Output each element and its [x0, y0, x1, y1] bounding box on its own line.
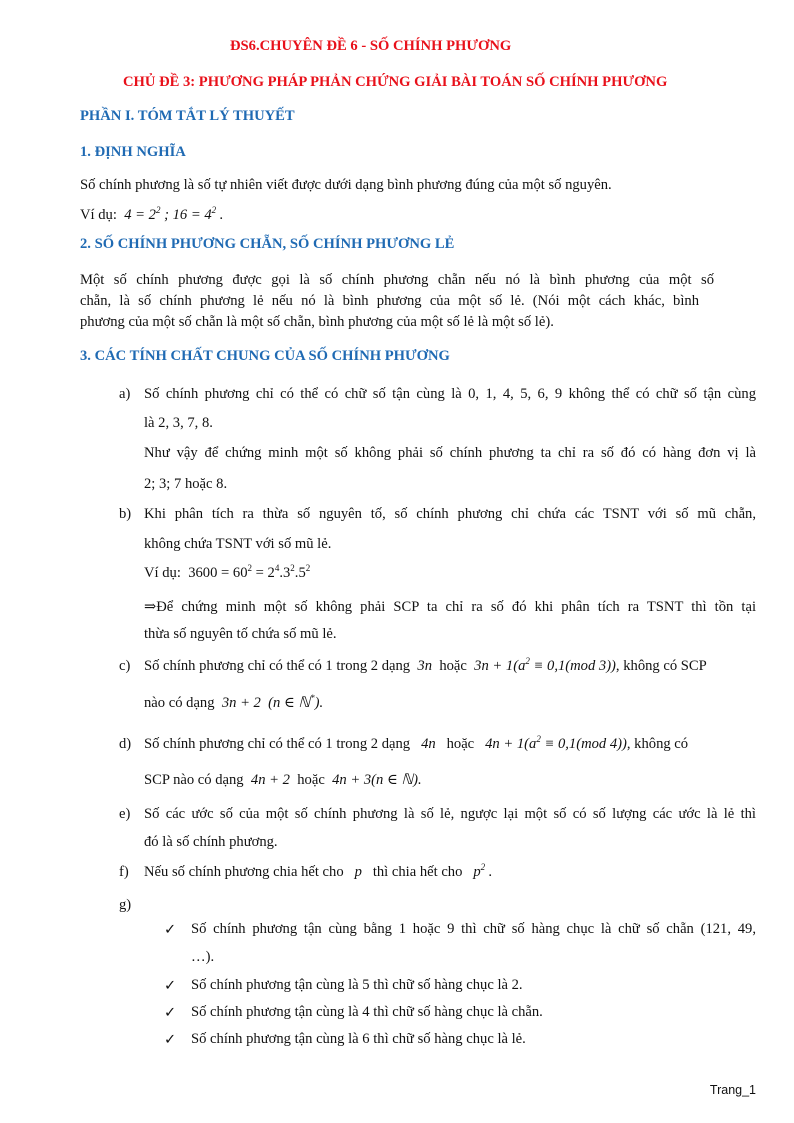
item-c-label: c)	[119, 658, 131, 674]
item-a-label: a)	[119, 386, 131, 402]
item-f-line1	[144, 864, 492, 881]
item-b-line1: Khi phân tích ra thừa số nguyên tố, số chính phương chỉ chứa các TSNT với số mũ chẵn,	[144, 506, 756, 522]
check-icon: ✓	[164, 978, 177, 994]
item-c-text2: , không có SCP	[615, 658, 707, 674]
item-f-text2: thì chia hết cho	[372, 864, 463, 880]
example-formula: $3600 = 60^2 = 2^4.3^2.5^2$	[184, 563, 311, 581]
check-icon: ✓	[164, 922, 177, 938]
item-b-line3: ⇒Để chứng minh một số không phải SCP ta chỉ ra số đó khi phân tích ra TSNT thì tồn tại	[144, 599, 756, 615]
formula-p-squared: $p^2$ .	[466, 862, 493, 880]
section2-heading: 2. SỐ CHÍNH PHƯƠNG CHẴN, SỐ CHÍNH PHƯƠNG LẺ	[80, 236, 455, 252]
item-g-check2: Số chính phương tận cùng là 5 thì chữ số hàng chục là 2.	[191, 977, 523, 993]
item-a-line4: 2; 3; 7 hoặc 8.	[144, 476, 228, 492]
item-c-text: Số chính phương chỉ có thể có 1 trong 2 dạng	[144, 658, 411, 674]
example-formula: $4 = 2^2$ ; $16 = 4^2$ .	[120, 205, 224, 223]
formula-4n-plus-2: 4n + 2	[247, 772, 294, 788]
formula-3n: 3n	[413, 658, 436, 674]
section1-heading: 1. ĐỊNH NGHĨA	[80, 144, 186, 160]
item-c-text3: nào có dạng	[144, 695, 215, 711]
example-label: Ví dụ:	[144, 565, 181, 581]
item-g-check4: Số chính phương tận cùng là 6 thì chữ số hàng chục là lẻ.	[191, 1031, 526, 1047]
item-e-label: e)	[119, 806, 131, 822]
item-g-check1-line2: …).	[191, 949, 215, 965]
section1-definition: Số chính phương là số tự nhiên viết được dưới dạng bình phương đúng của một số nguyên.	[80, 177, 612, 193]
item-d-or: hoặc	[446, 736, 475, 752]
document-subtitle: CHỦ ĐỀ 3: PHƯƠNG PHÁP PHẢN CHỨNG GIẢI BÀI TOÁN SỐ CHÍNH PHƯƠNG	[123, 74, 668, 90]
formula-4n-plus-3: 4n + 3(n ∈ ℕ).	[328, 772, 422, 788]
item-c-line1	[144, 658, 707, 675]
item-d-text2: , không có	[626, 736, 689, 752]
check-icon: ✓	[164, 1005, 177, 1021]
item-d-or2: hoặc	[297, 772, 325, 788]
formula-4n-plus-1: $4n + 1(a^2 \equiv 0,1(mod$ 4))	[477, 734, 627, 752]
section2-line2: chẵn, là số chính phương lẻ nếu nó là bình phương của một số lẻ. (Nói một cách khác, bình	[80, 293, 699, 309]
section2-line3: phương của một số chẵn là một số chẵn, bình phương của một số lẻ là một số lẻ).	[80, 314, 554, 330]
formula-3n-plus-1: $3n + 1(a^2 \equiv 0,1(mod$ 3))	[470, 656, 616, 674]
section2-line1: Một số chính phương được gọi là số chính phương chẵn nếu nó là bình phương của một số	[80, 272, 714, 288]
item-g-check3: Số chính phương tận cùng là 4 thì chữ số hàng chục là chẵn.	[191, 1004, 543, 1020]
item-a-line3: Như vậy để chứng minh một số không phải số chính phương ta chỉ ra số đó có hàng đơn vị là	[144, 445, 756, 461]
section1-example	[80, 207, 223, 224]
item-e-line2: đó là số chính phương.	[144, 834, 278, 850]
check-icon: ✓	[164, 1032, 177, 1048]
item-d-text3: SCP nào có dạng	[144, 772, 244, 788]
section3-heading: 3. CÁC TÍNH CHẤT CHUNG CỦA SỐ CHÍNH PHƯƠNG	[80, 348, 450, 364]
item-b-example	[144, 565, 310, 582]
item-e-line1: Số các ước số của một số chính phương là số lẻ, ngược lại một số có số lượng các ước là lẻ thì	[144, 806, 756, 822]
document-title: ĐS6.CHUYÊN ĐỀ 6 - SỐ CHÍNH PHƯƠNG	[230, 38, 512, 54]
part1-heading: PHẦN I. TÓM TẮT LÝ THUYẾT	[80, 108, 295, 124]
item-d-text: Số chính phương chỉ có thể có 1 trong 2 dạng	[144, 736, 411, 752]
item-c-line2	[144, 694, 323, 712]
item-g-label: g)	[119, 897, 132, 913]
example-label: Ví dụ:	[80, 207, 117, 223]
page-number: Trang_1	[709, 1083, 756, 1097]
formula-4n: 4n	[413, 736, 443, 752]
formula-p: p	[347, 864, 370, 880]
item-g-check1-line1: Số chính phương tận cùng bằng 1 hoặc 9 thì chữ số hàng chục là chữ số chẵn (121, 49,	[191, 921, 756, 937]
item-f-label: f)	[119, 864, 129, 880]
item-d-line2	[144, 771, 422, 789]
item-b-label: b)	[119, 506, 132, 522]
item-b-line2: không chứa TSNT với số mũ lẻ.	[144, 536, 332, 552]
formula-3n-plus-2: 3n + 2 (n ∈ ℕ*).	[218, 693, 324, 711]
item-d-label: d)	[119, 736, 132, 752]
item-f-text1: Nếu số chính phương chia hết cho	[144, 864, 344, 880]
item-c-or: hoặc	[439, 658, 467, 674]
item-a-line1: Số chính phương chỉ có thể có chữ số tận cùng là 0, 1, 4, 5, 6, 9 không thể có chữ số tận cùng	[144, 386, 756, 402]
item-b-line4: thừa số nguyên tố chứa số mũ lẻ.	[144, 626, 337, 642]
item-d-line1	[144, 736, 756, 753]
item-a-line2: là 2, 3, 7, 8.	[144, 415, 213, 431]
